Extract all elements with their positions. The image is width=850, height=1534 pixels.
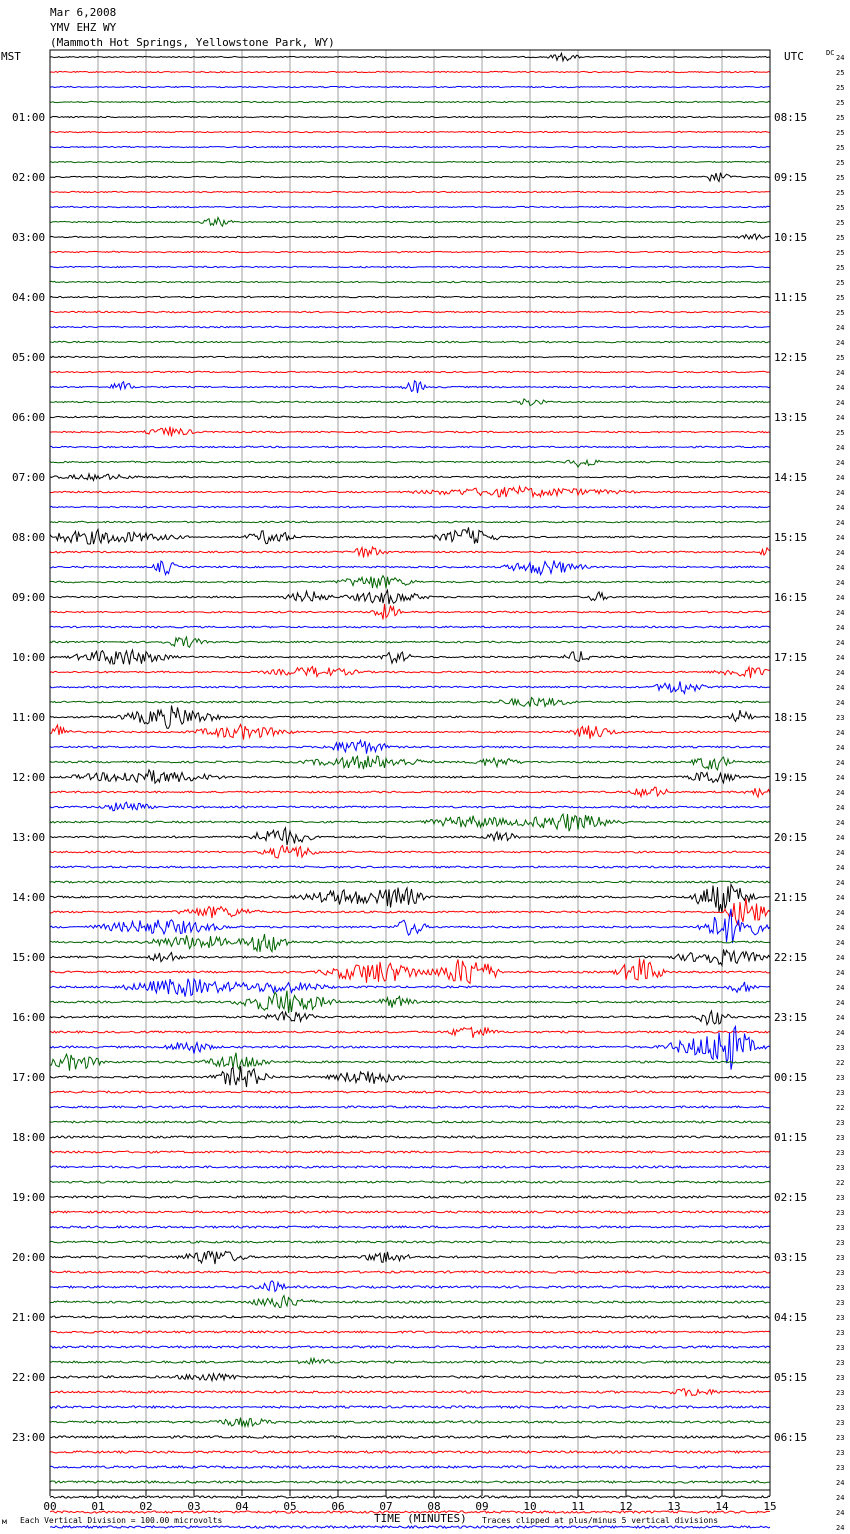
seismogram-date: Mar 6,2008 <box>50 6 117 19</box>
seismic-trace <box>50 909 770 943</box>
dc-offset-value: 24 <box>836 609 845 617</box>
seismic-trace <box>50 1466 770 1468</box>
dc-offset-value: 23 <box>836 714 845 722</box>
dc-offset-value: 25 <box>836 174 845 182</box>
seismic-trace <box>50 1011 770 1025</box>
dc-label: DC <box>826 49 835 57</box>
left-hour-label: 05:00 <box>12 351 46 364</box>
seismic-trace <box>50 802 770 811</box>
left-hour-label: 10:00 <box>12 651 46 664</box>
dc-offset-value: 24 <box>836 414 845 422</box>
dc-offset-value: 24 <box>836 1494 845 1502</box>
seismic-trace <box>50 101 770 102</box>
seismic-trace <box>50 326 770 327</box>
x-tick-label: 13 <box>667 1500 681 1513</box>
right-hour-label: 17:15 <box>774 651 808 664</box>
left-hour-label: 03:00 <box>12 231 46 244</box>
x-tick-label: 03 <box>187 1500 201 1513</box>
dc-offset-value: 24 <box>836 684 845 692</box>
seismic-trace <box>50 460 770 467</box>
seismic-trace <box>50 706 770 729</box>
dc-offset-value: 24 <box>836 849 845 857</box>
seismic-trace <box>50 1406 770 1408</box>
dc-offset-value: 23 <box>836 1149 845 1157</box>
seismic-trace <box>50 416 770 417</box>
dc-offset-value: 23 <box>836 1359 845 1367</box>
seismic-trace <box>50 934 770 952</box>
dc-offset-value: 24 <box>836 924 845 932</box>
dc-offset-value: 25 <box>836 249 845 257</box>
dc-offset-value: 24 <box>836 489 845 497</box>
x-tick-label: 04 <box>235 1500 249 1513</box>
dc-offset-value: 23 <box>836 1074 845 1082</box>
dc-offset-value: 24 <box>836 819 845 827</box>
x-tick-label: 01 <box>91 1500 105 1513</box>
dc-offset-value: 24 <box>836 729 845 737</box>
seismic-trace <box>50 1346 770 1348</box>
seismic-trace <box>50 698 770 708</box>
seismic-trace <box>50 1418 770 1427</box>
seismic-trace <box>50 991 770 1013</box>
dc-offset-value: 24 <box>836 939 845 947</box>
x-tick-label: 05 <box>283 1500 297 1513</box>
seismic-trace <box>50 787 770 797</box>
seismic-trace <box>50 576 770 589</box>
clip-note: Traces clipped at plus/minus 5 vertical divisions <box>482 1516 719 1525</box>
right-hour-label: 02:15 <box>774 1191 808 1204</box>
dc-offset-value: 24 <box>836 579 845 587</box>
dc-offset-value: 25 <box>836 309 845 317</box>
dc-offset-value: 24 <box>836 594 845 602</box>
seismic-trace <box>50 218 770 227</box>
seismic-trace <box>50 206 770 207</box>
right-timezone-label: UTC <box>784 50 804 63</box>
seismic-trace <box>50 547 770 558</box>
x-tick-label: 12 <box>619 1500 633 1513</box>
x-tick-label: 00 <box>43 1500 57 1513</box>
dc-offset-value: 24 <box>836 1509 845 1517</box>
dc-offset-value: 24 <box>836 834 845 842</box>
seismic-trace <box>50 251 770 252</box>
left-hour-label: 16:00 <box>12 1011 46 1024</box>
seismic-trace <box>50 1358 770 1364</box>
seismic-trace <box>50 116 770 117</box>
x-tick-label: 15 <box>763 1500 777 1513</box>
dc-offset-value: 23 <box>836 1239 845 1247</box>
dc-offset-value: 23 <box>836 1419 845 1427</box>
seismic-trace <box>50 1526 770 1528</box>
dc-offset-value: 25 <box>836 279 845 287</box>
dc-offset-value: 23 <box>836 1209 845 1217</box>
left-hour-label: 23:00 <box>12 1431 46 1444</box>
right-hour-label: 12:15 <box>774 351 808 364</box>
x-tick-label: 09 <box>475 1500 489 1513</box>
seismic-trace <box>50 626 770 628</box>
seismic-trace <box>50 1436 770 1438</box>
dc-offset-value: 23 <box>836 1164 845 1172</box>
dc-offset-value: 23 <box>836 1224 845 1232</box>
seismic-trace <box>50 146 770 147</box>
seismic-trace <box>50 521 770 523</box>
dc-offset-value: 25 <box>836 69 845 77</box>
seismic-trace <box>50 53 770 61</box>
x-tick-label: 10 <box>523 1500 537 1513</box>
dc-offset-value: 23 <box>836 1119 845 1127</box>
dc-offset-value: 24 <box>836 699 845 707</box>
dc-offset-value: 24 <box>836 984 845 992</box>
right-hour-label: 21:15 <box>774 891 808 904</box>
dc-offset-value: 24 <box>836 444 845 452</box>
dc-offset-value: 23 <box>836 1284 845 1292</box>
seismic-trace <box>50 958 770 983</box>
right-hour-label: 09:15 <box>774 171 808 184</box>
dc-offset-value: 23 <box>836 1194 845 1202</box>
dc-offset-value: 24 <box>836 774 845 782</box>
left-hour-label: 19:00 <box>12 1191 46 1204</box>
left-hour-label: 20:00 <box>12 1251 46 1264</box>
seismic-trace <box>50 1091 770 1093</box>
seismic-trace <box>50 1226 770 1228</box>
seismic-trace <box>50 527 770 544</box>
seismic-trace <box>50 1389 770 1396</box>
dc-offset-value: 23 <box>836 1389 845 1397</box>
seismic-trace <box>50 381 770 393</box>
seismic-trace <box>50 1496 770 1498</box>
dc-offset-value: 25 <box>836 204 845 212</box>
x-tick-label: 06 <box>331 1500 345 1513</box>
seismic-trace <box>50 1181 770 1183</box>
seismic-trace <box>50 1136 770 1138</box>
dc-offset-value: 23 <box>836 1434 845 1442</box>
dc-offset-value: 24 <box>836 894 845 902</box>
seismic-trace <box>50 1251 770 1264</box>
dc-offset-value: 25 <box>836 219 845 227</box>
seismic-trace <box>50 296 770 297</box>
seismic-trace <box>50 1481 770 1483</box>
dc-offset-value: 25 <box>836 294 845 302</box>
seismic-trace <box>50 1027 770 1038</box>
left-hour-label: 12:00 <box>12 771 46 784</box>
dc-offset-value: 24 <box>836 669 845 677</box>
dc-offset-value: 25 <box>836 354 845 362</box>
dc-offset-value: 23 <box>836 1254 845 1262</box>
dc-offset-value: 24 <box>836 399 845 407</box>
seismic-trace <box>50 399 770 406</box>
seismic-trace <box>50 604 770 620</box>
dc-offset-value: 23 <box>836 1134 845 1142</box>
seismic-trace <box>50 650 770 665</box>
dc-offset-value: 25 <box>836 189 845 197</box>
dc-offset-value: 24 <box>836 1014 845 1022</box>
dc-offset-value: 24 <box>836 909 845 917</box>
right-hour-label: 14:15 <box>774 471 808 484</box>
seismic-trace <box>50 1196 770 1198</box>
seismic-trace <box>50 191 770 192</box>
left-hour-label: 01:00 <box>12 111 46 124</box>
seismic-trace <box>50 846 770 859</box>
right-hour-label: 03:15 <box>774 1251 808 1264</box>
dc-offset-value: 24 <box>836 519 845 527</box>
dc-offset-value: 24 <box>836 339 845 347</box>
dc-offset-value: 25 <box>836 84 845 92</box>
dc-offset-value: 23 <box>836 1329 845 1337</box>
seismic-trace <box>50 86 770 87</box>
seismic-trace <box>50 1281 770 1292</box>
right-hour-label: 19:15 <box>774 771 808 784</box>
seismic-trace <box>50 770 770 783</box>
seismic-trace <box>50 1451 770 1453</box>
dc-offset-value: 25 <box>836 429 845 437</box>
dc-offset-value: 24 <box>836 549 845 557</box>
dc-offset-value: 23 <box>836 1449 845 1457</box>
left-hour-labels <box>12 111 45 1444</box>
dc-offset-value: 23 <box>836 1464 845 1472</box>
dc-offset-labels <box>836 54 844 1534</box>
seismic-traces <box>50 53 770 1534</box>
dc-offset-value: 25 <box>836 129 845 137</box>
left-hour-label: 02:00 <box>12 171 46 184</box>
right-hour-label: 11:15 <box>774 291 808 304</box>
dc-offset-value: 23 <box>836 1269 845 1277</box>
seismic-trace <box>50 1241 770 1243</box>
seismic-trace <box>50 1121 770 1123</box>
dc-offset-value: 24 <box>836 384 845 392</box>
right-hour-label: 13:15 <box>774 411 808 424</box>
dc-offset-value: 23 <box>836 1344 845 1352</box>
seismic-trace <box>50 1211 770 1213</box>
seismic-trace <box>50 371 770 372</box>
station-code: YMV EHZ WY <box>50 21 117 34</box>
x-tick-label: 08 <box>427 1500 441 1513</box>
seismic-trace <box>50 427 770 437</box>
seismic-trace <box>50 1151 770 1153</box>
dc-offset-value: 24 <box>836 744 845 752</box>
dc-offset-value: 22 <box>836 1104 845 1112</box>
right-hour-label: 20:15 <box>774 831 808 844</box>
dc-offset-value: 24 <box>836 54 845 62</box>
x-axis-ticks <box>43 1490 776 1513</box>
seismic-trace <box>50 234 770 240</box>
left-hour-label: 21:00 <box>12 1311 46 1324</box>
seismic-trace <box>50 756 770 770</box>
left-hour-label: 06:00 <box>12 411 46 424</box>
right-hour-label: 00:15 <box>774 1071 808 1084</box>
dc-offset-value: 25 <box>836 159 845 167</box>
x-tick-label: 02 <box>139 1500 153 1513</box>
seismic-trace <box>50 1106 770 1108</box>
seismic-trace <box>50 1331 770 1333</box>
left-hour-label: 04:00 <box>12 291 46 304</box>
dc-offset-value: 24 <box>836 369 845 377</box>
seismic-trace <box>50 281 770 282</box>
dc-offset-value: 24 <box>836 504 845 512</box>
seismic-trace <box>50 637 770 647</box>
right-hour-label: 16:15 <box>774 591 808 604</box>
dc-offset-value: 25 <box>836 99 845 107</box>
x-tick-label: 11 <box>571 1500 585 1513</box>
seismic-trace <box>50 681 770 693</box>
dc-offset-value: 25 <box>836 144 845 152</box>
seismic-trace <box>50 949 770 965</box>
dc-offset-value: 24 <box>836 564 845 572</box>
right-hour-label: 01:15 <box>774 1131 808 1144</box>
x-axis-title: TIME (MINUTES) <box>374 1512 467 1525</box>
dc-offset-value: 24 <box>836 639 845 647</box>
left-hour-label: 09:00 <box>12 591 46 604</box>
dc-offset-value: 24 <box>836 999 845 1007</box>
left-hour-label: 15:00 <box>12 951 46 964</box>
seismic-trace <box>50 71 770 72</box>
seismic-trace <box>50 667 770 679</box>
dc-offset-value: 24 <box>836 624 845 632</box>
seismic-trace <box>50 131 770 132</box>
seismic-trace <box>50 1053 770 1071</box>
left-hour-label: 22:00 <box>12 1371 46 1384</box>
seismic-trace <box>50 1316 770 1318</box>
seismic-trace <box>50 590 770 604</box>
seismic-trace <box>50 828 770 845</box>
left-hour-label: 17:00 <box>12 1071 46 1084</box>
seismic-trace <box>50 487 770 498</box>
dc-offset-value: 23 <box>836 1404 845 1412</box>
dc-offset-value: 24 <box>836 789 845 797</box>
dc-offset-value: 23 <box>836 1089 845 1097</box>
dc-offset-value: 24 <box>836 474 845 482</box>
dc-offset-value: 24 <box>836 1479 845 1487</box>
dc-offset-value: 23 <box>836 1299 845 1307</box>
dc-offset-value: 24 <box>836 804 845 812</box>
dc-offset-value: 23 <box>836 1044 845 1052</box>
dc-offset-value: 23 <box>836 1374 845 1382</box>
dc-offset-value: 24 <box>836 969 845 977</box>
dc-offset-value: 24 <box>836 954 845 962</box>
left-timezone-label: MST <box>1 50 21 63</box>
right-hour-label: 23:15 <box>774 1011 808 1024</box>
seismic-trace <box>50 446 770 447</box>
x-tick-label: 14 <box>715 1500 729 1513</box>
seismic-trace <box>50 1166 770 1168</box>
right-hour-label: 22:15 <box>774 951 808 964</box>
seismic-trace <box>50 885 770 914</box>
dc-offset-value: 24 <box>836 654 845 662</box>
station-location: (Mammoth Hot Springs, Yellowstone Park, WY) <box>50 36 335 49</box>
dc-offset-value: 22 <box>836 1059 845 1067</box>
right-hour-label: 10:15 <box>774 231 808 244</box>
x-tick-label: 07 <box>379 1500 393 1513</box>
seismic-trace <box>50 311 770 312</box>
dc-offset-value: 25 <box>836 114 845 122</box>
dc-offset-value: 24 <box>836 1029 845 1037</box>
dc-offset-value: 24 <box>836 759 845 767</box>
seismic-trace <box>50 266 770 267</box>
seismic-trace <box>50 561 770 575</box>
seismic-trace <box>50 1296 770 1308</box>
seismic-trace <box>50 725 770 740</box>
dc-offset-value: 24 <box>836 324 845 332</box>
seismic-trace <box>50 173 770 182</box>
left-hour-label: 18:00 <box>12 1131 46 1144</box>
scale-note: Each Vertical Division = 100.00 microvolts <box>20 1516 223 1525</box>
right-hour-labels <box>774 111 807 1444</box>
dc-offset-value: 24 <box>836 1524 845 1532</box>
seismic-trace <box>50 881 770 883</box>
left-hour-label: 14:00 <box>12 891 46 904</box>
left-hour-label: 07:00 <box>12 471 46 484</box>
right-hour-label: 15:15 <box>774 531 808 544</box>
left-hour-label: 08:00 <box>12 531 46 544</box>
seismic-trace <box>50 356 770 357</box>
dc-offset-value: 24 <box>836 459 845 467</box>
dc-offset-value: 24 <box>836 864 845 872</box>
dc-offset-value: 22 <box>836 1179 845 1187</box>
seismic-trace <box>50 814 770 831</box>
seismic-trace <box>50 740 770 753</box>
dc-offset-value: 24 <box>836 534 845 542</box>
seismic-trace <box>50 1271 770 1273</box>
right-hour-label: 04:15 <box>774 1311 808 1324</box>
seismic-trace <box>50 161 770 162</box>
left-hour-label: 13:00 <box>12 831 46 844</box>
right-hour-label: 06:15 <box>774 1431 808 1444</box>
dc-offset-value: 25 <box>836 264 845 272</box>
seismic-trace <box>50 866 770 868</box>
right-hour-label: 18:15 <box>774 711 808 724</box>
right-hour-label: 05:15 <box>774 1371 808 1384</box>
dc-offset-value: 25 <box>836 234 845 242</box>
corner-mark: м <box>2 1517 7 1526</box>
seismic-trace <box>50 979 770 997</box>
dc-offset-value: 23 <box>836 1314 845 1322</box>
right-hour-label: 08:15 <box>774 111 808 124</box>
seismic-trace <box>50 341 770 342</box>
seismic-trace <box>50 506 770 508</box>
left-hour-label: 11:00 <box>12 711 46 724</box>
seismic-trace <box>50 1066 770 1087</box>
seismic-trace <box>50 474 770 481</box>
seismic-trace <box>50 1374 770 1381</box>
dc-offset-value: 24 <box>836 879 845 887</box>
